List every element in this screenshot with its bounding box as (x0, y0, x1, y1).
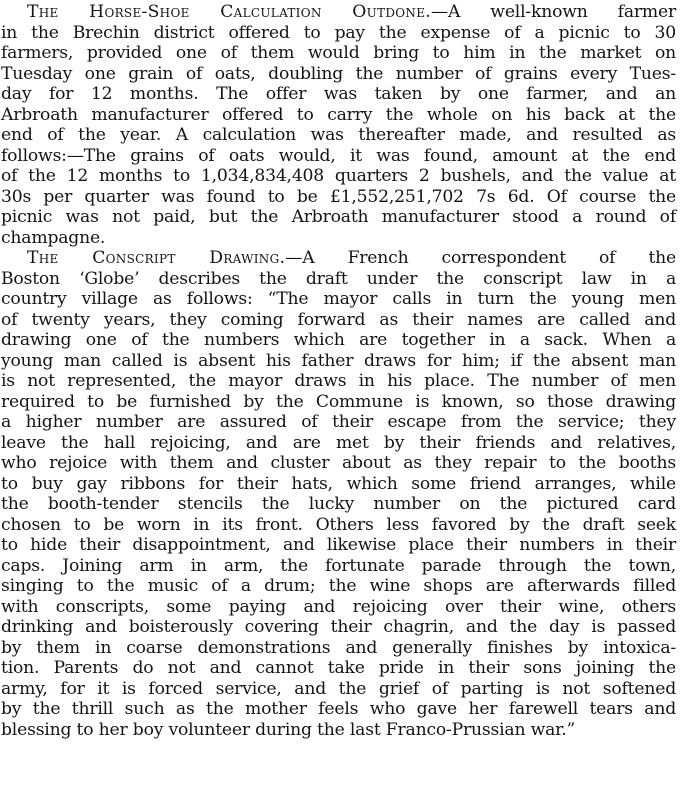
article-heading: The Conscript Drawing. (27, 248, 286, 268)
text-line: 30s per quarter was found to be £1,552,251,702 7s 6d. Of course the (1, 186, 676, 207)
text-line: the booth-tender stencils the lucky number on the pictured card (1, 494, 676, 514)
text-line: follows:—The grains of oats would, it was found, amount at the end (1, 145, 676, 166)
text-line: young man called is absent his father draws for him; if the absent man (1, 350, 676, 371)
text-line: by the thrill such as the mother feels who gave her farewell tears and (1, 699, 676, 719)
text-line: The Conscript Drawing.—A French correspondent of the (27, 248, 676, 268)
text-line: tion. Parents do not and cannot take pride in their sons joining the (1, 658, 676, 678)
text-line: who rejoice with them and cluster about as they repair to the booths (1, 453, 676, 473)
text-line: The Horse-Shoe Calculation Outdone.—A well-known farmer (27, 2, 676, 22)
text-line: singing to the music of a drum; the wine shops are afterwards filled (1, 576, 676, 596)
text-line: of the 12 months to 1,034,834,408 quarters 2 bushels, and the value at (1, 166, 676, 186)
text-line: chosen to be worn in its front. Others less favored by the draft seek (1, 514, 676, 535)
text-line: caps. Joining arm in arm, the fortunate parade through the town, (1, 555, 676, 576)
text-line: in the Brechin district offered to pay the expense of a picnic to 30 (1, 22, 676, 43)
text-line: farmers, provided one of them would bring to him in the market on (1, 43, 676, 63)
article-heading: The Horse-Shoe Calculation Outdone. (27, 2, 432, 22)
text-line: drawing one of the numbers which are together in a sack. When a (1, 330, 676, 350)
text-line: champagne. (1, 227, 106, 248)
article-horse-shoe (1, 2, 676, 248)
text-line: to hide their disappointment, and likewise place their numbers in their (1, 535, 676, 555)
text-line: army, for it is forced service, and the grief of parting is not softened (1, 678, 676, 699)
text-line: required to be furnished by the Commune is known, so those drawing (1, 391, 676, 412)
article-conscript-drawing (1, 248, 676, 740)
text-line: country village as follows: “The mayor calls in turn the young men (1, 289, 676, 309)
text-line: to buy gay ribbons for their hats, which some friend arranges, while (1, 473, 676, 494)
text-line: day for 12 months. The offer was taken by one farmer, and an (1, 84, 676, 104)
text-line: drinking and boisterously covering their chagrin, and the day is passed (1, 617, 676, 637)
text-line: by them in coarse demonstrations and generally finishes by intoxica- (1, 637, 676, 658)
text-line: leave the hall rejoicing, and are met by their friends and relatives, (1, 432, 676, 453)
text-line: is not represented, the mayor draws in his place. The number of men (1, 371, 676, 391)
text-line: a higher number are assured of their escape from the service; they (1, 412, 676, 432)
text-line: blessing to her boy volunteer during the last Franco-Prussian war.” (1, 719, 576, 740)
text-line: end of the year. A calculation was thereafter made, and resulted as (1, 125, 676, 145)
text-line: Arbroath manufacturer offered to carry the whole on his back at the (1, 104, 676, 125)
text-line: picnic was not paid, but the Arbroath manufacturer stood a round of (1, 207, 676, 227)
text-line: of twenty years, they coming forward as their names are called and (1, 309, 676, 330)
text-line: Boston ‘Globe’ describes the draft under the conscript law in a (1, 268, 676, 289)
text-line: Tuesday one grain of oats, doubling the number of grains every Tues- (1, 63, 676, 84)
text-line: with conscripts, some paying and rejoicing over their wine, others (1, 596, 676, 617)
